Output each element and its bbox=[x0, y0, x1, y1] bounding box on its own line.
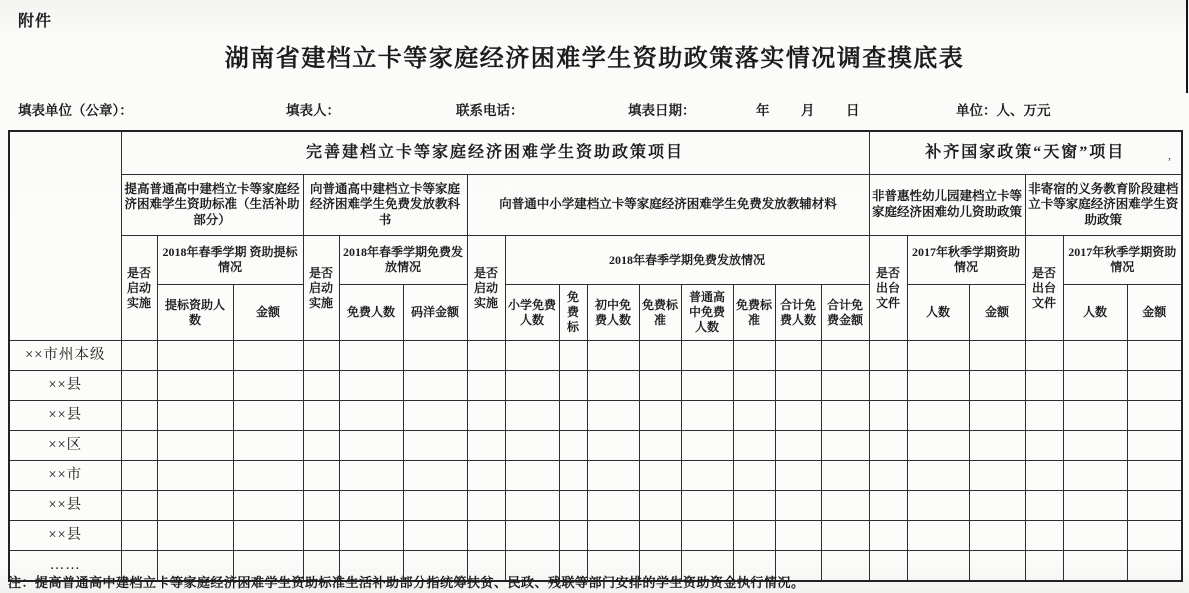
data-cell bbox=[339, 341, 403, 371]
data-cell bbox=[681, 521, 733, 551]
region-label: ××区 bbox=[9, 431, 121, 461]
data-cell bbox=[969, 521, 1025, 551]
col-header-free-standard-1: 免费标 bbox=[559, 285, 587, 341]
data-cell bbox=[733, 461, 775, 491]
data-cell bbox=[907, 431, 969, 461]
policy-group-row bbox=[9, 175, 1182, 236]
region-label: ××市州本级 bbox=[9, 341, 121, 371]
col-header-list-price-amount: 码洋金额 bbox=[403, 285, 467, 341]
policy-group-free-materials: 向普通中小学建档立卡等家庭经济困难学生免费发放教辅材料 bbox=[467, 175, 869, 236]
data-cell bbox=[303, 491, 339, 521]
data-cell bbox=[969, 461, 1025, 491]
data-cell bbox=[1127, 521, 1182, 551]
data-cell bbox=[233, 401, 303, 431]
data-cell bbox=[969, 491, 1025, 521]
data-cell bbox=[559, 491, 587, 521]
data-cell bbox=[869, 401, 907, 431]
data-cell bbox=[681, 461, 733, 491]
data-cell bbox=[1025, 491, 1063, 521]
col-header-started-1: 是否启动实施 bbox=[121, 236, 157, 341]
data-cell bbox=[1127, 401, 1182, 431]
data-cell bbox=[467, 341, 505, 371]
data-cell bbox=[587, 401, 639, 431]
data-cell bbox=[559, 401, 587, 431]
data-cell bbox=[907, 491, 969, 521]
policy-group-kindergarten: 非普惠性幼儿园建档立卡等家庭经济困难幼儿资助政策 bbox=[869, 175, 1025, 236]
col-header-count-1: 人数 bbox=[907, 285, 969, 341]
data-cell bbox=[907, 371, 969, 401]
form-field-measure-unit: 单位：人、万元 bbox=[956, 103, 1051, 118]
col-header-amount-2: 金额 bbox=[969, 285, 1025, 341]
data-cell bbox=[681, 341, 733, 371]
survey-table bbox=[8, 130, 1183, 582]
data-cell bbox=[121, 521, 157, 551]
top-group-row bbox=[9, 131, 1182, 175]
data-cell bbox=[639, 461, 681, 491]
data-cell bbox=[303, 341, 339, 371]
data-cell bbox=[869, 521, 907, 551]
data-cell bbox=[339, 521, 403, 551]
data-cell bbox=[467, 521, 505, 551]
form-field-year: 年 bbox=[756, 103, 770, 118]
data-cell bbox=[1063, 551, 1127, 582]
data-cell bbox=[505, 491, 559, 521]
data-cell bbox=[1025, 371, 1063, 401]
data-cell bbox=[1127, 551, 1182, 582]
data-cell bbox=[157, 371, 233, 401]
col-header-raised-aid-count: 提标资助人数 bbox=[157, 285, 233, 341]
region-label: ××县 bbox=[9, 401, 121, 431]
data-cell bbox=[775, 431, 821, 461]
data-cell bbox=[1025, 401, 1063, 431]
data-cell bbox=[1127, 371, 1182, 401]
data-cell bbox=[233, 491, 303, 521]
data-cell bbox=[1025, 341, 1063, 371]
table-row bbox=[9, 401, 1182, 431]
data-cell bbox=[303, 431, 339, 461]
data-cell bbox=[821, 341, 869, 371]
data-cell bbox=[403, 431, 467, 461]
region-label: …… bbox=[9, 551, 121, 582]
col-header-started-2: 是否启动实施 bbox=[303, 236, 339, 341]
data-cell bbox=[1063, 341, 1127, 371]
col-header-free-standard-2: 免费标准 bbox=[639, 285, 681, 341]
col-header-free-count: 免费人数 bbox=[339, 285, 403, 341]
data-cell bbox=[233, 461, 303, 491]
scan-edge-artifact bbox=[1186, 0, 1188, 93]
data-cell bbox=[733, 401, 775, 431]
data-cell bbox=[157, 431, 233, 461]
data-cell bbox=[639, 371, 681, 401]
data-cell bbox=[157, 521, 233, 551]
col-header-started-3: 是否启动实施 bbox=[467, 236, 505, 341]
data-cell bbox=[969, 341, 1025, 371]
table-body bbox=[9, 341, 1182, 582]
data-cell bbox=[157, 401, 233, 431]
data-cell bbox=[121, 401, 157, 431]
col-header-amount-1: 金额 bbox=[233, 285, 303, 341]
data-cell bbox=[587, 521, 639, 551]
data-cell bbox=[869, 371, 907, 401]
data-cell bbox=[639, 401, 681, 431]
col-group-2017-autumn-aid-2: 2017年秋季学期资助情况 bbox=[1063, 236, 1182, 285]
data-cell bbox=[303, 371, 339, 401]
data-cell bbox=[339, 431, 403, 461]
data-cell bbox=[505, 371, 559, 401]
policy-group-raise-standard: 提高普通高中建档立卡等家庭经济困难学生资助标准（生活补助部分） bbox=[121, 175, 303, 236]
form-field-filler: 填表人： bbox=[286, 103, 340, 118]
data-cell bbox=[233, 521, 303, 551]
data-cell bbox=[505, 461, 559, 491]
data-cell bbox=[907, 341, 969, 371]
data-cell bbox=[869, 341, 907, 371]
data-cell bbox=[1127, 341, 1182, 371]
data-cell bbox=[403, 521, 467, 551]
data-cell bbox=[969, 551, 1025, 582]
region-label: ××县 bbox=[9, 371, 121, 401]
data-cell bbox=[907, 461, 969, 491]
data-cell bbox=[559, 431, 587, 461]
col-header-total-free-amount: 合计免费金额 bbox=[821, 285, 869, 341]
data-cell bbox=[1127, 491, 1182, 521]
top-group-skylight: 补齐国家政策“天窗”项目 bbox=[869, 131, 1182, 175]
data-cell bbox=[1063, 431, 1127, 461]
data-cell bbox=[1127, 431, 1182, 461]
data-cell bbox=[587, 341, 639, 371]
data-cell bbox=[303, 401, 339, 431]
data-cell bbox=[869, 551, 907, 582]
col-header-total-free-count: 合计免费人数 bbox=[775, 285, 821, 341]
data-cell bbox=[587, 431, 639, 461]
data-cell bbox=[559, 521, 587, 551]
data-cell bbox=[1063, 401, 1127, 431]
data-cell bbox=[1063, 371, 1127, 401]
data-cell bbox=[639, 341, 681, 371]
data-cell bbox=[559, 371, 587, 401]
data-cell bbox=[1127, 461, 1182, 491]
form-field-day: 日 bbox=[846, 103, 860, 118]
table-row bbox=[9, 461, 1182, 491]
data-cell bbox=[121, 371, 157, 401]
data-cell bbox=[121, 461, 157, 491]
data-cell bbox=[403, 401, 467, 431]
data-cell bbox=[559, 461, 587, 491]
policy-group-nonboarding: 非寄宿的义务教育阶段建档立卡等家庭经济困难学生资助政策 bbox=[1025, 175, 1182, 236]
leaf-header-row bbox=[9, 285, 1182, 341]
data-cell bbox=[157, 341, 233, 371]
data-cell bbox=[1025, 431, 1063, 461]
col-header-senior-free-count: 普通高中免费人数 bbox=[681, 285, 733, 341]
region-label: ××县 bbox=[9, 521, 121, 551]
table-header bbox=[9, 131, 1182, 341]
col-header-policy-issued-2: 是否出台文件 bbox=[1025, 236, 1063, 341]
data-cell bbox=[775, 491, 821, 521]
col-group-2018-spring-free-materials: 2018年春季学期免费发放情况 bbox=[505, 236, 869, 285]
data-cell bbox=[907, 401, 969, 431]
data-cell bbox=[467, 461, 505, 491]
data-cell bbox=[1063, 521, 1127, 551]
data-cell bbox=[639, 491, 681, 521]
data-cell bbox=[821, 371, 869, 401]
data-cell bbox=[1025, 551, 1063, 582]
data-cell bbox=[587, 371, 639, 401]
data-cell bbox=[587, 461, 639, 491]
data-cell bbox=[869, 491, 907, 521]
form-field-unit: 填表单位（公章）： bbox=[18, 103, 133, 118]
data-cell bbox=[121, 431, 157, 461]
mid-header-row bbox=[9, 236, 1182, 285]
col-group-2018-spring-free-books: 2018年春季学期免费发放情况 bbox=[339, 236, 467, 285]
data-cell bbox=[467, 431, 505, 461]
table-row bbox=[9, 341, 1182, 371]
form-field-phone: 联系电话： bbox=[456, 103, 524, 118]
data-cell bbox=[233, 431, 303, 461]
data-cell bbox=[505, 341, 559, 371]
attachment-label: 附件 bbox=[18, 13, 53, 30]
data-cell bbox=[339, 371, 403, 401]
data-cell bbox=[907, 521, 969, 551]
data-cell bbox=[969, 431, 1025, 461]
data-cell bbox=[403, 341, 467, 371]
col-header-amount-3: 金额 bbox=[1127, 285, 1182, 341]
data-cell bbox=[681, 371, 733, 401]
data-cell bbox=[339, 461, 403, 491]
policy-group-free-textbooks: 向普通高中建档立卡等家庭经济困难学生免费发放教科书 bbox=[303, 175, 467, 236]
region-label: ××市 bbox=[9, 461, 121, 491]
data-cell bbox=[733, 491, 775, 521]
data-cell bbox=[869, 431, 907, 461]
data-cell bbox=[233, 371, 303, 401]
scan-speck-artifact: , bbox=[1168, 148, 1171, 162]
page-title: 湖南省建档立卡等家庭经济困难学生资助政策落实情况调查摸底表 bbox=[224, 46, 965, 72]
data-cell bbox=[775, 371, 821, 401]
data-cell bbox=[1025, 521, 1063, 551]
data-cell bbox=[775, 341, 821, 371]
data-cell bbox=[157, 461, 233, 491]
data-cell bbox=[339, 401, 403, 431]
form-field-month: 月 bbox=[801, 103, 815, 118]
data-cell bbox=[467, 491, 505, 521]
data-cell bbox=[1063, 491, 1127, 521]
data-cell bbox=[969, 371, 1025, 401]
data-cell bbox=[233, 341, 303, 371]
data-cell bbox=[303, 461, 339, 491]
data-cell bbox=[1063, 461, 1127, 491]
data-cell bbox=[467, 371, 505, 401]
col-header-free-standard-3: 免费标准 bbox=[733, 285, 775, 341]
data-cell bbox=[733, 371, 775, 401]
data-cell bbox=[403, 371, 467, 401]
table-row bbox=[9, 521, 1182, 551]
table-row bbox=[9, 431, 1182, 461]
data-cell bbox=[821, 401, 869, 431]
data-cell bbox=[505, 521, 559, 551]
data-cell bbox=[559, 341, 587, 371]
top-group-improve: 完善建档立卡等家庭经济困难学生资助政策项目 bbox=[121, 131, 869, 175]
data-cell bbox=[869, 461, 907, 491]
data-cell bbox=[403, 461, 467, 491]
data-cell bbox=[157, 491, 233, 521]
region-column-header bbox=[9, 131, 121, 341]
data-cell bbox=[821, 551, 869, 582]
data-cell bbox=[587, 491, 639, 521]
data-cell bbox=[821, 461, 869, 491]
col-header-policy-issued-1: 是否出台文件 bbox=[869, 236, 907, 341]
footnote: 注：提高普通高中建档立卡等家庭经济困难学生资助标准生活补助部分指统筹扶贫、民政、残联等部门安排的学生资助资金执行情况。 bbox=[8, 575, 805, 590]
data-cell bbox=[467, 401, 505, 431]
data-cell bbox=[969, 401, 1025, 431]
data-cell bbox=[303, 521, 339, 551]
data-cell bbox=[505, 431, 559, 461]
region-label: ××县 bbox=[9, 491, 121, 521]
data-cell bbox=[121, 491, 157, 521]
data-cell bbox=[639, 521, 681, 551]
data-cell bbox=[403, 491, 467, 521]
col-group-2017-autumn-aid-1: 2017年秋季学期资助情况 bbox=[907, 236, 1025, 285]
data-cell bbox=[775, 521, 821, 551]
data-cell bbox=[639, 431, 681, 461]
data-cell bbox=[907, 551, 969, 582]
data-cell bbox=[681, 431, 733, 461]
data-cell bbox=[121, 341, 157, 371]
col-header-junior-free-count: 初中免费人数 bbox=[587, 285, 639, 341]
data-cell bbox=[821, 521, 869, 551]
data-cell bbox=[505, 401, 559, 431]
form-fields-row bbox=[0, 99, 1189, 117]
data-cell bbox=[1025, 461, 1063, 491]
data-cell bbox=[681, 491, 733, 521]
data-cell bbox=[733, 341, 775, 371]
data-cell bbox=[733, 431, 775, 461]
col-header-count-2: 人数 bbox=[1063, 285, 1127, 341]
col-group-2018-spring-raise: 2018年春季学期 资助提标情况 bbox=[157, 236, 303, 285]
form-field-date: 填表日期： bbox=[628, 103, 696, 118]
table-row bbox=[9, 491, 1182, 521]
data-cell bbox=[775, 401, 821, 431]
data-cell bbox=[339, 491, 403, 521]
col-header-primary-free-count: 小学免费人数 bbox=[505, 285, 559, 341]
data-cell bbox=[821, 491, 869, 521]
data-cell bbox=[681, 401, 733, 431]
data-cell bbox=[821, 431, 869, 461]
table-row bbox=[9, 371, 1182, 401]
data-cell bbox=[733, 521, 775, 551]
data-cell bbox=[775, 461, 821, 491]
